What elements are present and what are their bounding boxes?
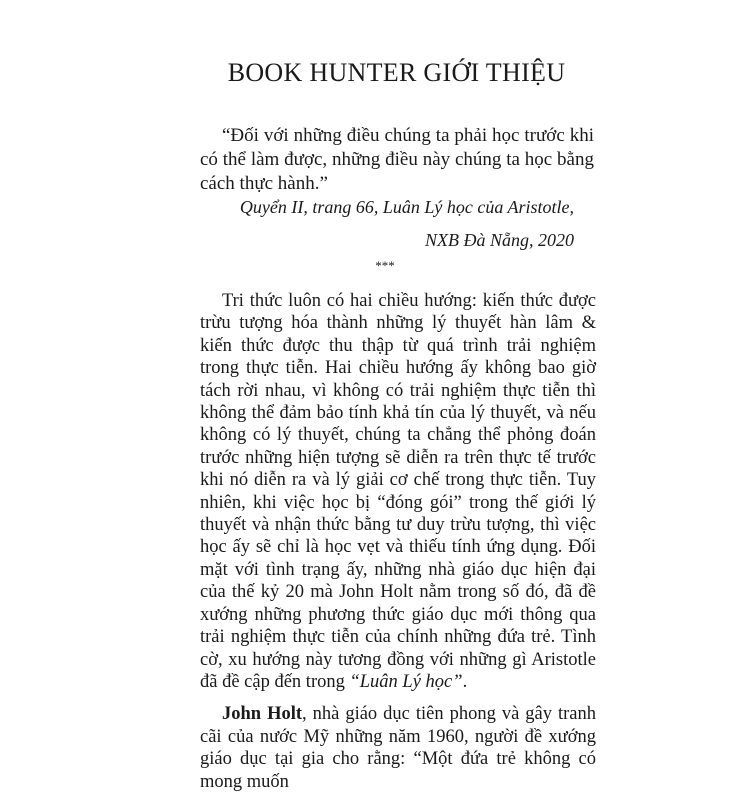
author-name: John Holt	[222, 704, 303, 725]
paragraph-1-text: Tri thức luôn có hai chiều hướng: kiến thức được trừu tượng hóa thành những lý thuyết hàn lâm & kiến thức được thu thập từ quá trình trải nghiệm trong thực tiễn. Hai chiều hướng ấy không bao giờ tách rời nhau, vì không có trải nghiệm thực tiễn thì không thể đảm bảo tính khả tín của lý thuyết, và nếu không có lý thuyết, chúng ta chẳng thể phỏng đoán trước những hiện tượng sẽ diễn ra trên thực tế trước khi nó diễn ra và lý giải cơ chế trong thực tiễn. Tuy nhiên, khi việc học bị “đóng gói” trong thế giới lý thuyết và nhận thức bằng tư duy trừu tượng, thì việc học ấy sẽ chỉ là học vẹt và thiếu tính ứng dụng. Đối mặt với tình trạng ấy, những nhà giáo dục hiện đại của thế kỷ 20 mà John Holt nằm trong số đó, đã đề xướng những phương thức giáo dục mới thông qua trải nghiệm thực tiễn của chính những đứa trẻ. Tình cờ, xu hướng này tương đồng với những gì Aristotle đã đề cập đến trong	[200, 291, 596, 692]
paragraph-2	[200, 703, 596, 793]
epigraph-citation-line1: Quyển II, trang 66, Luân Lý học của Aristotle,	[239, 197, 574, 217]
epigraph-quote: “Đối với những điều chúng ta phải học trước khi có thể làm được, những điều này chúng ta học bằng cách thực hành.”	[200, 125, 594, 194]
epigraph-citation-line2: NXB Đà Nẵng, 2020	[424, 230, 574, 250]
section-separator: ***	[375, 258, 395, 273]
body-text	[200, 290, 596, 803]
paragraph-1	[200, 290, 596, 693]
paragraph-1-end: .	[462, 671, 468, 692]
page-title: BOOK HUNTER GIỚI THIỆU	[227, 58, 566, 87]
paragraph-2-text: , nhà giáo dục tiên phong và gây tranh cãi của nước Mỹ những năm 1960, người đề xướng giáo dục tại gia cho rằng: “Một đứa trẻ không có mong muốn	[200, 704, 596, 792]
book-title-reference: “Luân Lý học”	[349, 671, 463, 692]
